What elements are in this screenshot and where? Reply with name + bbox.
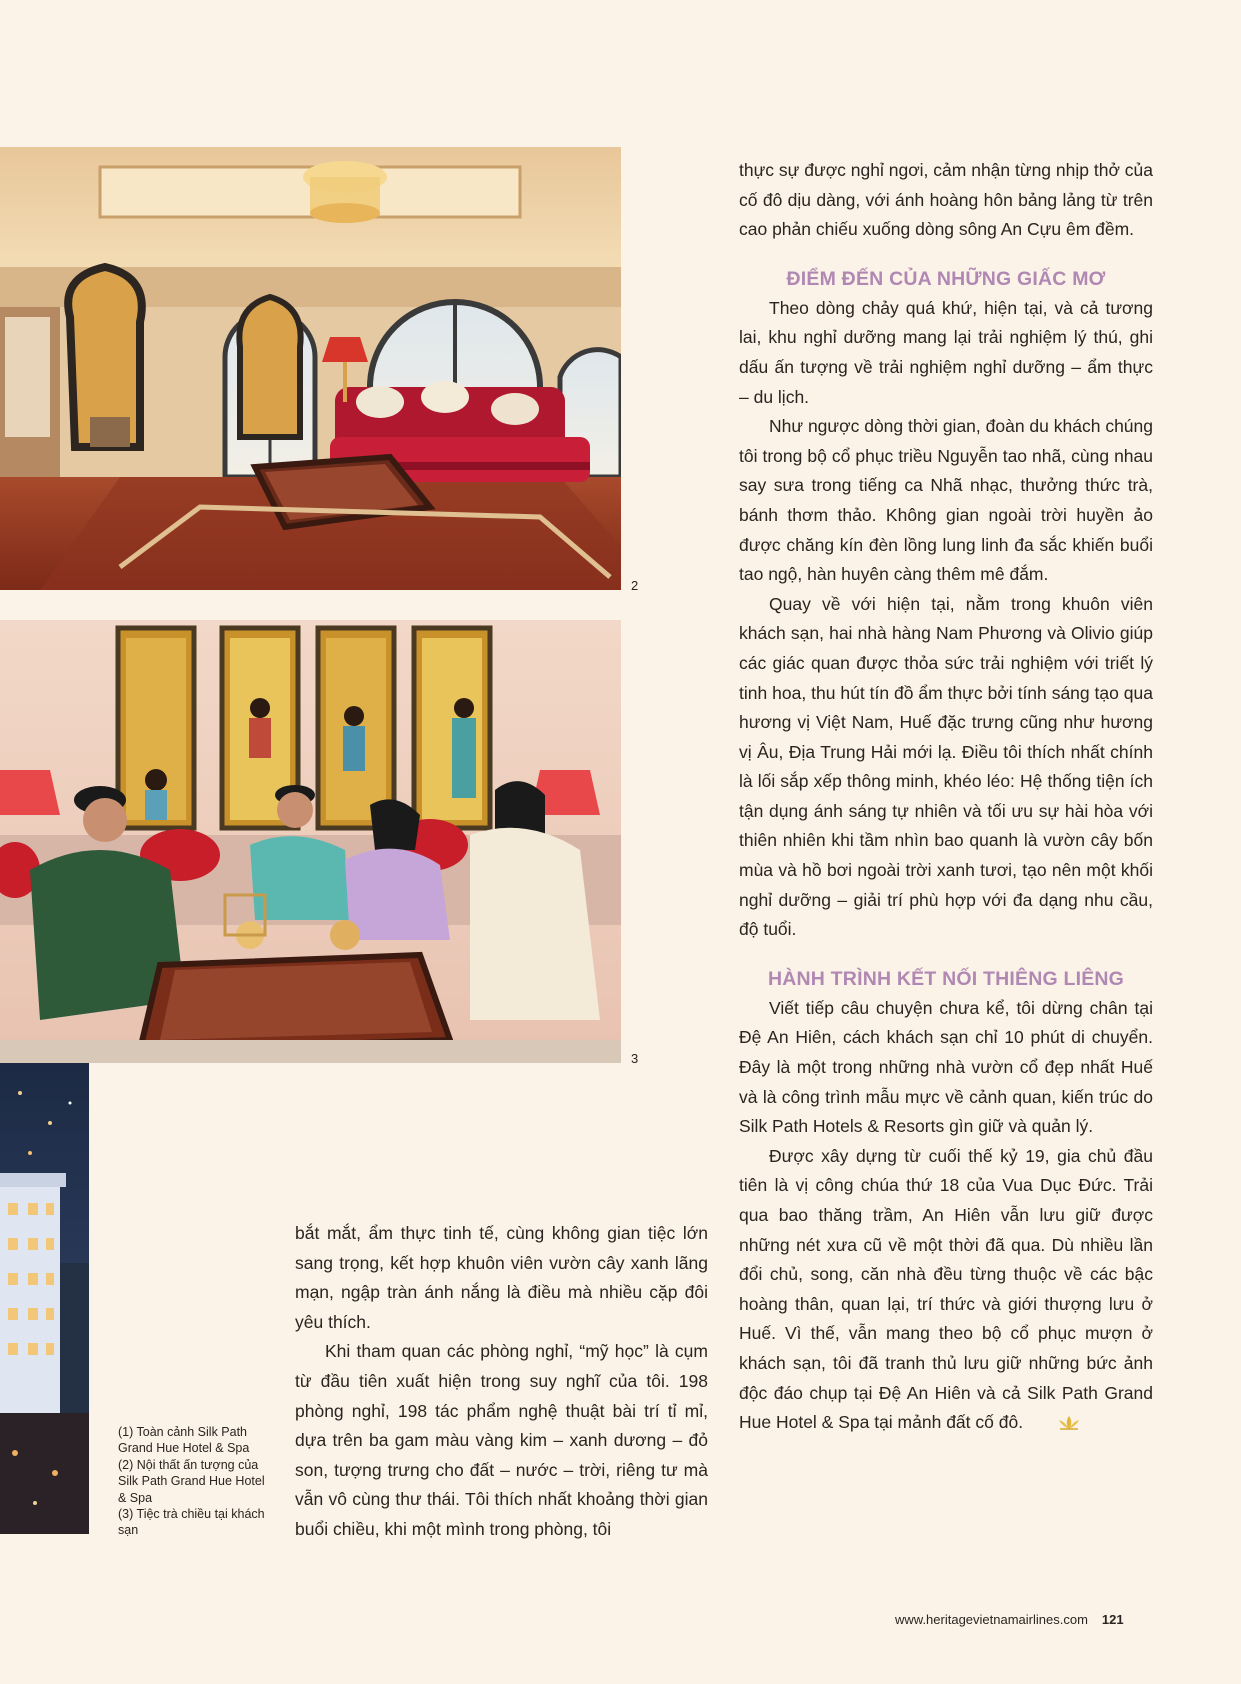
section1-paragraph-1: Theo dòng chảy quá khứ, hiện tại, và cả tương lai, khu nghỉ dưỡng mang lại trải nghiệm lý thú, ghi dấu ấn tượng về trải nghiệm nghỉ dưỡng – ẩm thực – du lịch. <box>739 297 1153 407</box>
section1-paragraph-3: Quay về với hiện tại, nằm trong khuôn viên khách sạn, hai nhà hàng Nam Phương và Olivio giúp các giác quan được thỏa sức trải nghiệm với triết lý tinh hoa, thu hút tín đồ ẩm thực bởi tính sáng tạo qua hương vị Việt Nam, Huế đặc trưng cũng như hương vị Âu, Địa Trung Hải mới lạ. Điều tôi thích nhất chính là lối sắp xếp thông minh, khéo léo: Hệ thống tiện ích tận dụng ánh sáng tự nhiên và tối ưu sự hài hòa với thiên nhiên khi tầm nhìn bao quanh là vườn cây bốn mùa và hồ bơi ngoài trời xanh tươi, tạo nên một khối nghỉ dưỡng – giải trí phù hợp với đa dạng nhu cầu, độ tuổi. <box>739 593 1153 940</box>
intro-paragraph: thực sự được nghỉ ngơi, cảm nhận từng nhịp thở của cố đô dịu dàng, với ánh hoàng hôn bảng lảng từ trên cao phản chiếu xuống dòng sông An Cựu êm đềm. <box>739 160 1154 240</box>
middle-column <box>295 1219 708 1545</box>
photo-captions <box>118 1424 268 1539</box>
page-number: 121 <box>1101 1612 1124 1627</box>
page-footer <box>895 1612 1124 1627</box>
section2-paragraph-2 <box>739 1142 1153 1441</box>
figure-number-2: 2 <box>631 578 639 593</box>
section2-paragraph-2-text: Được xây dựng từ cuối thế kỷ 19, gia chủ đầu tiên là vị công chúa thứ 18 của Vua Dục Đức. Trải qua bao thăng trầm, An Hiên vẫn lưu giữ được những nét xưa cũ về một thời đã qua. Dù nhiều lần đổi chủ, song, căn nhà đều từng thuộc về các bậc hoàng thân, quan lại, trí thức và giới thượng lưu ở Huế. Vì thế, vẫn mang theo bộ cổ phục mượn ở khách sạn, tôi đã tranh thủ lưu giữ những bức ảnh độc đáo chụp tại Đệ An Hiên và cả Silk Path Grand Hue Hotel & Spa tại mảnh đất cố đô. <box>739 1145 1153 1433</box>
hotel-night-photo <box>0 1063 89 1534</box>
caption-2: (2) Nội thất ấn tượng của Silk Path Grand Hue Hotel & Spa <box>118 1457 265 1505</box>
tea-party-photo <box>0 620 621 1063</box>
section-heading-1: ĐIỂM ĐẾN CỦA NHỮNG GIẤC MƠ <box>786 267 1106 290</box>
lotus-end-mark-icon <box>1027 1411 1081 1441</box>
caption-3: (3) Tiệc trà chiều tại khách sạn <box>118 1507 265 1538</box>
section-heading-2: HÀNH TRÌNH KẾT NỐI THIÊNG LIÊNG <box>767 967 1125 990</box>
right-column <box>739 156 1153 1441</box>
caption-1: (1) Toàn cảnh Silk Path Grand Hue Hotel & Spa <box>118 1425 250 1456</box>
figure-number-3: 3 <box>631 1051 639 1066</box>
interior-photo <box>0 147 621 590</box>
website-url: www.heritagevietnamairlines.com <box>895 1612 1088 1627</box>
section2-paragraph-1: Viết tiếp câu chuyện chưa kể, tôi dừng chân tại Đệ An Hiên, cách khách sạn chỉ 10 phút di chuyển. Đây là một trong những nhà vườn cổ đẹp nhất Huế và là công trình mẫu mực về cảnh quan, kiến trúc do Silk Path Hotels & Resorts gìn giữ và quản lý. <box>739 997 1153 1137</box>
middle-paragraph-2: Khi tham quan các phòng nghỉ, “mỹ học” là cụm từ đầu tiên xuất hiện trong suy nghĩ của tôi. 198 phòng nghỉ, 198 tác phẩm nghệ thuật bài trí tỉ mỉ, dựa trên ba gam màu vàng kim – xanh dương – đỏ son, tượng trưng cho đất – nước – trời, riêng tư mà vẫn vô cùng thư thái. Tôi thích nhất khoảng thời gian buổi chiều, khi một mình trong phòng, tôi <box>295 1341 708 1539</box>
section1-paragraph-2: Như ngược dòng thời gian, đoàn du khách chúng tôi trong bộ cổ phục triều Nguyễn tao nhã, cùng nhau say sưa trong tiếng ca Nhã nhạc, thưởng thức trà, bánh thơm thảo. Không gian ngoài trời huyền ảo được chăng kín đèn lồng lung linh đa sắc khiến buổi tao ngộ, hàn huyên càng thêm mê đắm. <box>739 416 1154 585</box>
middle-paragraph-1: bắt mắt, ẩm thực tinh tế, cùng không gian tiệc lớn sang trọng, kết hợp khuôn viên vườn cây xanh lãng mạn, ngập tràn ánh nắng là điều mà nhiều cặp đôi yêu thích. <box>295 1223 708 1332</box>
